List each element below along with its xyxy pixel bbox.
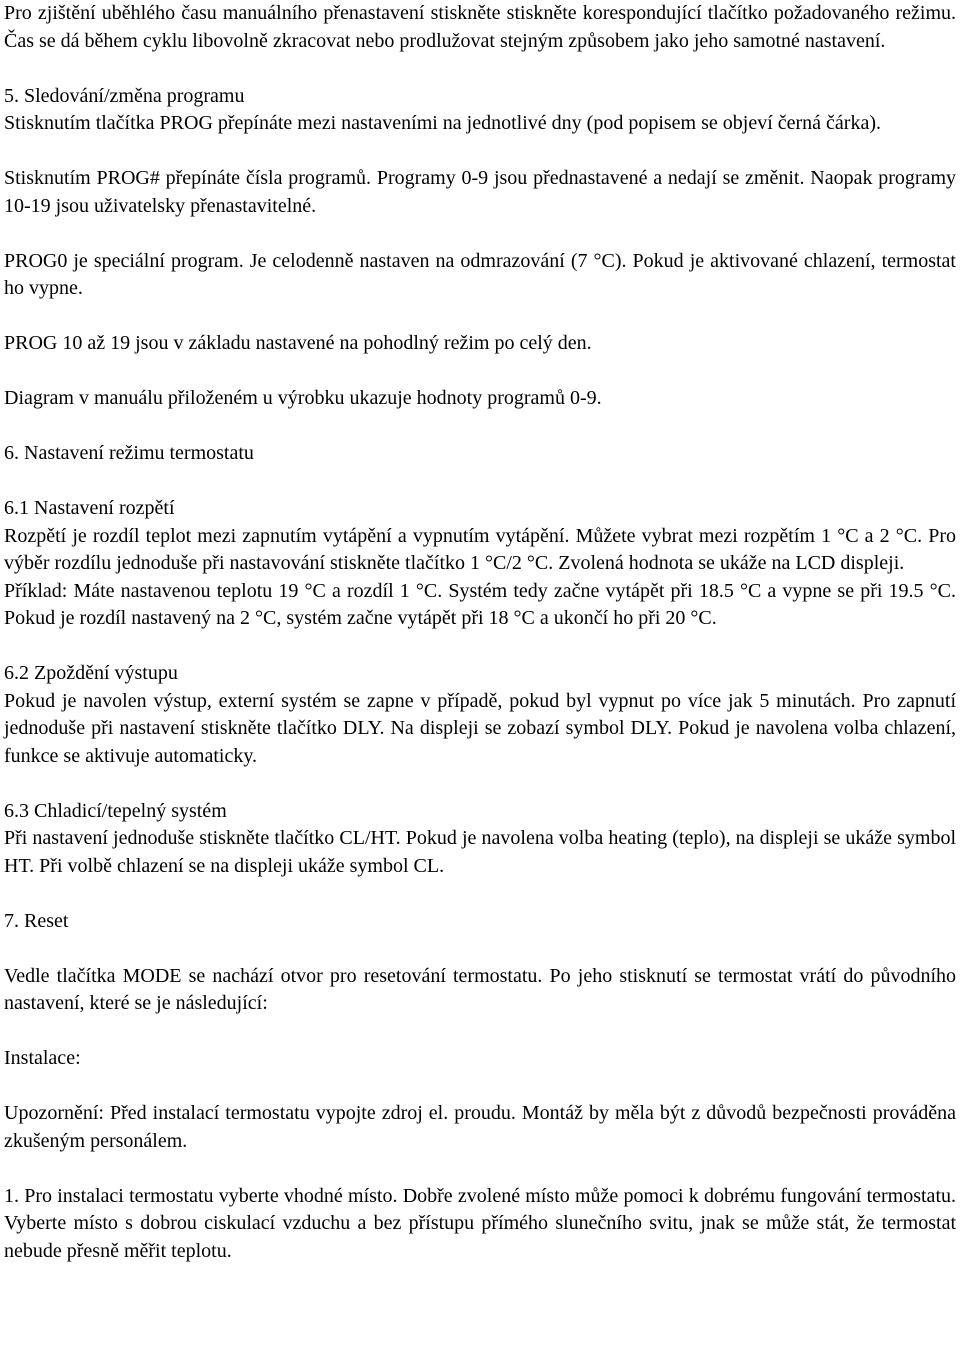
- section-5-program-view: [4, 83, 956, 138]
- paragraph-install-step-1: [4, 1183, 956, 1266]
- section-heading: 7. Reset: [4, 909, 69, 932]
- paragraph-text: PROG0 je speciální program. Je celodenně nastaven na odmrazování (7 °C). Pokud je aktivované chlazení, termostat ho vypne.: [4, 249, 956, 299]
- paragraph-text: Upozornění: Před instalací termostatu vypojte zdroj el. proudu. Montáž by měla být z důvodů bezpečnosti prováděna zkušeným personálem.: [4, 1102, 956, 1152]
- paragraph-text: 1. Pro instalaci termostatu vyberte vhodné místo. Dobře zvolené místo může pomoci k dobrému fungování termostatu. Vyberte místo s dobrou ciskulací vzduchu a bez přístupu přímého slunečního svitu, jnak se může stát, že termostat nebude přesně měřit teplotu.: [4, 1184, 956, 1262]
- paragraph-text: PROG 10 až 19 jsou v základu nastavené na pohodlný režim po celý den.: [4, 332, 592, 354]
- section-heading: 5. Sledování/změna programu: [4, 84, 245, 107]
- paragraph-text: Stisknutím PROG# přepínáte čísla programů. Programy 0-9 jsou přednastavené a nedají se změnit. Naopak programy 10-19 jsou uživatelsky přenastavitelné.: [4, 167, 956, 217]
- subsection-heading: 6.2 Zpoždění výstupu: [4, 662, 178, 684]
- paragraph-text: Stisknutím tlačítka PROG přepínáte mezi nastaveními na jednotlivé dny (pod popisem se objeví černá čárka).: [4, 112, 881, 134]
- section-heading: 6. Nastavení režimu termostatu: [4, 442, 254, 464]
- section-6-3-cooling-heating: [4, 798, 956, 881]
- section-6-1-range: [4, 495, 956, 633]
- section-6-heading: [4, 440, 956, 468]
- paragraph-text: Pokud je navolen výstup, externí systém se zapne v případě, pokud byl vypnut po více jak 5 minutách. Pro zapnutí jednoduše při nastavení stiskněte tlačítko DLY. Na displeji se zobazí symbol DLY. Pokud je navolena volba chlazení, funkce se aktivuje automaticky.: [4, 689, 956, 767]
- paragraph-prog0: [4, 248, 956, 303]
- installation-heading: [4, 1045, 956, 1073]
- subsection-heading: 6.1 Nastavení rozpětí: [4, 497, 175, 519]
- paragraph-diagram: [4, 385, 956, 413]
- section-heading: Instalace:: [4, 1047, 81, 1069]
- paragraph-text: Diagram v manuálu přiloženém u výrobku ukazuje hodnoty programů 0-9.: [4, 387, 602, 409]
- paragraph-text: Rozpětí je rozdíl teplot mezi zapnutím vytápění a vypnutím vytápění. Můžete vybrat mezi rozpětím 1 °C a 2 °C. Pro výběr rozdílu jednoduše při nastavování stiskněte tlačítko 1 °C/2 °C. Zvolená hodnota se ukáže na LCD displeji.: [4, 524, 956, 574]
- paragraph-prog10-19: [4, 330, 956, 358]
- example-text: Příklad: Máte nastavenou teplotu 19 °C a rozdíl 1 °C. Systém tedy začne vytápět při 18.5 °C a vypne se při 19.5 °C. Pokud je rozdíl nastavený na 2 °C, systém začne vytápět při 18 °C a ukončí ho při 20 °C.: [4, 579, 956, 629]
- paragraph-text: Pro zjištění uběhlého času manuálního přenastavení stiskněte stiskněte korespondující tlačítko požadovaného režimu. Čas se dá během cyklu libovolně zkracovat nebo prodlužovat stejným způsobem jako jeho samotné nastavení.: [4, 2, 956, 52]
- subsection-heading: 6.3 Chladicí/tepelný systém: [4, 799, 227, 822]
- paragraph-text: Při nastavení jednoduše stiskněte tlačítko CL/HT. Pokud je navolena volba heating (teplo), na displeji se ukáže symbol HT. Při volbě chlazení se na displeji ukáže symbol CL.: [4, 827, 956, 877]
- section-6-2-output-delay: [4, 660, 956, 770]
- paragraph-manual-override-time: [4, 0, 956, 55]
- paragraph-warning: [4, 1100, 956, 1155]
- paragraph-reset: [4, 963, 956, 1018]
- paragraph-text: Vedle tlačítka MODE se nachází otvor pro resetování termostatu. Po jeho stisknutí se termostat vrátí do původního nastavení, které se je následující:: [4, 964, 956, 1014]
- section-7-heading: [4, 908, 956, 936]
- paragraph-program-numbers: [4, 165, 956, 220]
